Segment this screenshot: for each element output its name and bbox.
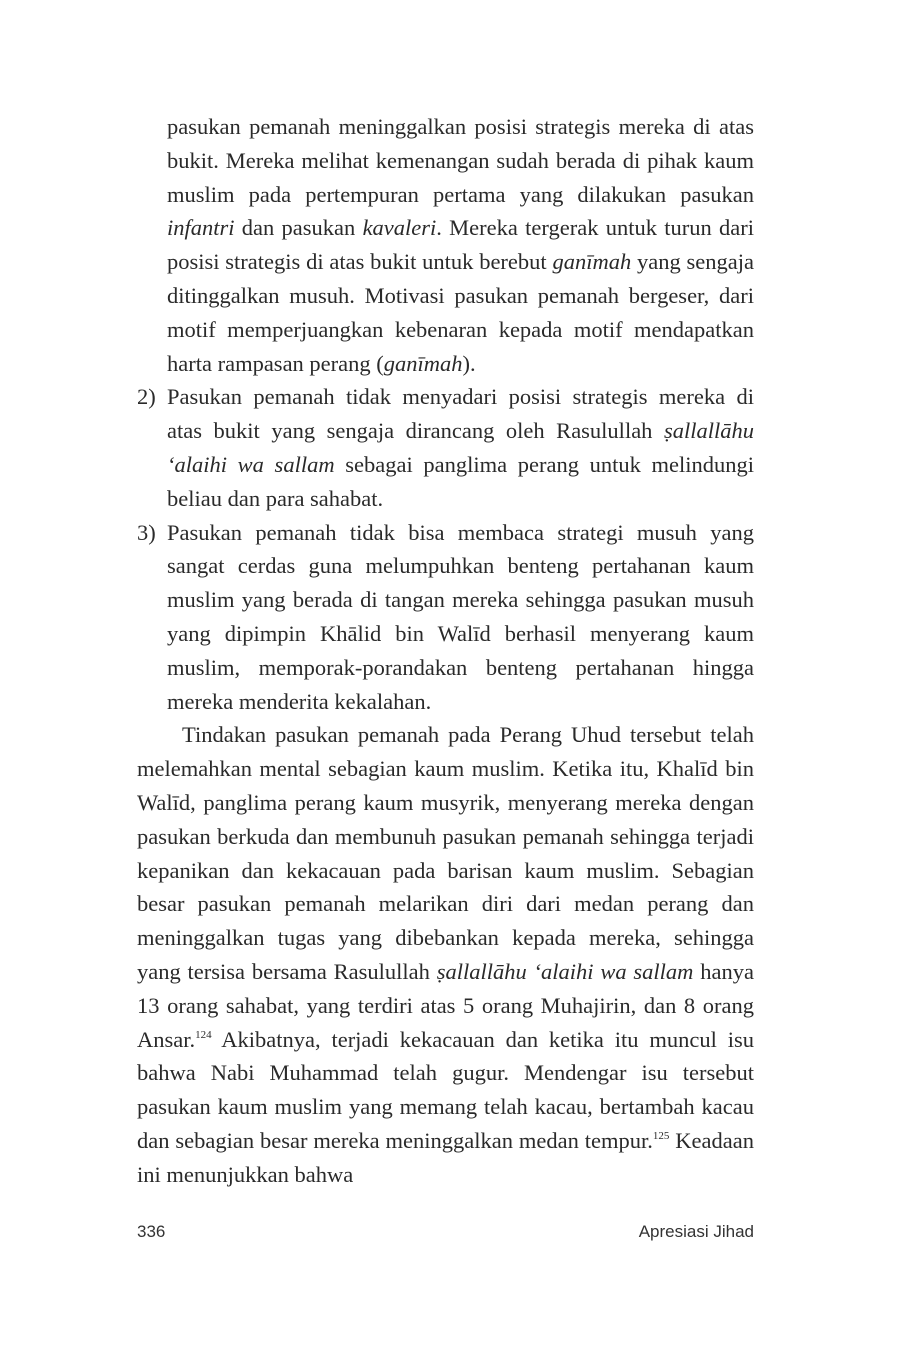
text-span: hanya 13 orang sahabat, yang terdiri atas 5 orang Muhajirin, dan 8 orang Ansar. bbox=[137, 958, 754, 1052]
italic-term: ṣallallāhu ‘alaihi wa sallam bbox=[167, 418, 754, 477]
text-span: Pasukan pemanah tidak bisa membaca strategi musuh yang sangat cerdas guna melumpuhkan benteng pertahanan kaum muslim yang berada di tangan mereka sehingga pasukan musuh yang dipimpin Khālid bin Walīd berhasil menyerang kaum muslim, memporak-porandakan benteng pertahanan hingga mereka menderita kekalahan. bbox=[167, 519, 754, 714]
running-title: Apresiasi Jihad bbox=[638, 1222, 754, 1241]
list-number: 3) bbox=[137, 519, 156, 545]
text-span: Pasukan pemanah tidak menyadari posisi strategis mereka di atas bukit yang sengaja dirancang oleh Rasulullah bbox=[167, 384, 754, 444]
list-item-continuation bbox=[137, 110, 754, 380]
footnote-ref-124[interactable]: 124 bbox=[195, 1028, 212, 1041]
text-span: Akibatnya, terjadi kekacauan dan ketika itu muncul isu bahwa Nabi Muhammad telah gugur. Mendengar isu tersebut pasukan kaum muslim yang memang telah kacau, bertambah kacau dan sebagian besar mereka meninggalkan medan tempur. bbox=[137, 1026, 754, 1153]
body-paragraph bbox=[137, 718, 754, 1191]
italic-term: ganīmah bbox=[383, 350, 463, 376]
text-span: Keadaan ini menunjukkan bahwa bbox=[137, 1127, 754, 1187]
list-number: 2) bbox=[137, 384, 156, 410]
page-number: 336 bbox=[137, 1222, 166, 1241]
text-span: yang sengaja ditinggalkan musuh. Motivasi pasukan pemanah bergeser, dari motif memperjuangkan kebenaran kepada motif mendapatkan harta rampasan perang ( bbox=[167, 249, 754, 376]
text-span: . Mereka tergerak untuk turun dari posisi strategis di atas bukit untuk berebut bbox=[167, 215, 754, 275]
text-span: sebagai panglima perang untuk melindungi beliau dan para sahabat. bbox=[167, 451, 755, 511]
text-span: pasukan pemanah meninggalkan posisi strategis mereka di atas bukit. Mereka melihat kemenangan sudah berada di pihak kaum muslim pada pertempuran pertama yang dilakukan pasukan bbox=[167, 114, 754, 207]
page-body bbox=[137, 110, 754, 1192]
text-span: ). bbox=[462, 350, 476, 376]
text-span: Tindakan pasukan pemanah pada Perang Uhud tersebut telah melemahkan mental sebagian kaum muslim. Ketika itu, Khalīd bin Walīd, panglima perang kaum musyrik, menyerang mereka dengan pasukan berkuda dan membunuh pasukan pemanah sehingga terjadi kepanikan dan kekacauan pada barisan kaum muslim. Sebagian besar pasukan pemanah melarikan diri dari medan perang dan meninggalkan tugas yang dibebankan kepada mereka, sehingga yang tersisa bersama Rasulullah bbox=[137, 722, 754, 984]
italic-term: ganīmah bbox=[552, 249, 632, 275]
italic-term: kavaleri bbox=[362, 215, 437, 241]
footnote-ref-125[interactable]: 125 bbox=[652, 1129, 670, 1142]
italic-term: ṣallallāhu ‘alaihi wa sallam bbox=[436, 958, 694, 984]
page-footer bbox=[137, 1222, 754, 1248]
list-item-3 bbox=[137, 516, 754, 719]
italic-term: infantri bbox=[167, 215, 235, 241]
list-item-2 bbox=[137, 380, 754, 515]
text-span: dan pasukan bbox=[234, 215, 363, 241]
